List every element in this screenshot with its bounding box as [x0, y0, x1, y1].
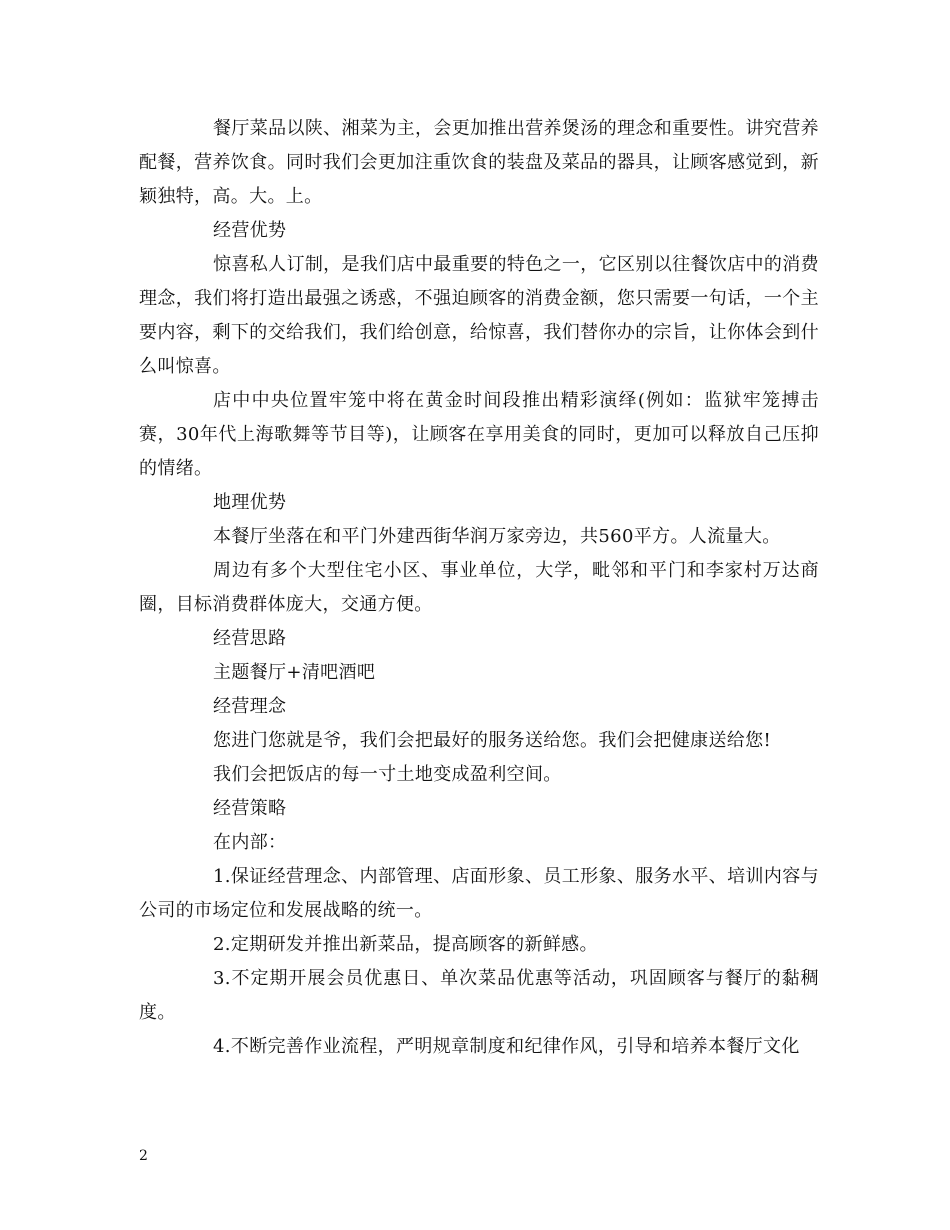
heading-business-strategy: 经营策略 [213, 798, 287, 819]
paragraph-profit-space: 我们会把饭店的每一寸土地变成盈利空间。 [213, 764, 562, 785]
paragraph-menu-concept: 餐厅菜品以陕、湘菜为主，会更加推出营养煲汤的理念和重要性。讲究营养配餐，营养饮食。同时我们会更加注重饮食的装盘及菜品的器具，让顾客感觉到，新颖独特，高。大。上。 [139, 118, 819, 207]
list-item-strategy-3: 3.不定期开展会员优惠日、单次菜品优惠等活动，巩固顾客与餐厅的黏稠度。 [139, 968, 819, 1023]
list-item-strategy-4: 4.不断完善作业流程，严明规章制度和纪律作风，引导和培养本餐厅文化 [213, 1036, 800, 1057]
heading-business-approach: 经营思路 [213, 628, 287, 649]
heading-business-advantages: 经营优势 [213, 220, 287, 241]
heading-business-philosophy: 经营理念 [213, 696, 287, 717]
list-item-strategy-1: 1.保证经营理念、内部管理、店面形象、员工形象、服务水平、培训内容与公司的市场定位和发展战略的统一。 [139, 866, 819, 921]
heading-geographic-advantages: 地理优势 [213, 492, 287, 513]
page-number: 2 [139, 1148, 148, 1164]
paragraph-theme-restaurant: 主题餐厅+清吧酒吧 [213, 662, 376, 683]
paragraph-internal: 在内部： [213, 832, 287, 853]
list-item-strategy-2: 2.定期研发并推出新菜品，提高顾客的新鲜感。 [213, 934, 598, 955]
document-body [139, 112, 819, 1064]
paragraph-surroundings: 周边有多个大型住宅小区、事业单位，大学，毗邻和平门和李家村万达商圈，目标消费群体庞大，交通方便。 [139, 560, 819, 615]
paragraph-cage-performance: 店中中央位置牢笼中将在黄金时间段推出精彩演绎(例如：监狱牢笼搏击赛，30年代上海歌舞等节目等)，让顾客在享用美食的同时，更加可以释放自己压抑的情绪。 [139, 390, 819, 479]
paragraph-service-philosophy: 您进门您就是爷，我们会把最好的服务送给您。我们会把健康送给您! [213, 730, 772, 751]
paragraph-location: 本餐厅坐落在和平门外建西街华润万家旁边，共560平方。人流量大。 [213, 526, 781, 547]
paragraph-private-custom: 惊喜私人订制，是我们店中最重要的特色之一，它区别以往餐饮店中的消费理念，我们将打造出最强之诱惑，不强迫顾客的消费金额，您只需要一句话，一个主要内容，剩下的交给我们，我们给创意，给惊喜，我们替你办的宗旨，让你体会到什么叫惊喜。 [139, 254, 819, 377]
